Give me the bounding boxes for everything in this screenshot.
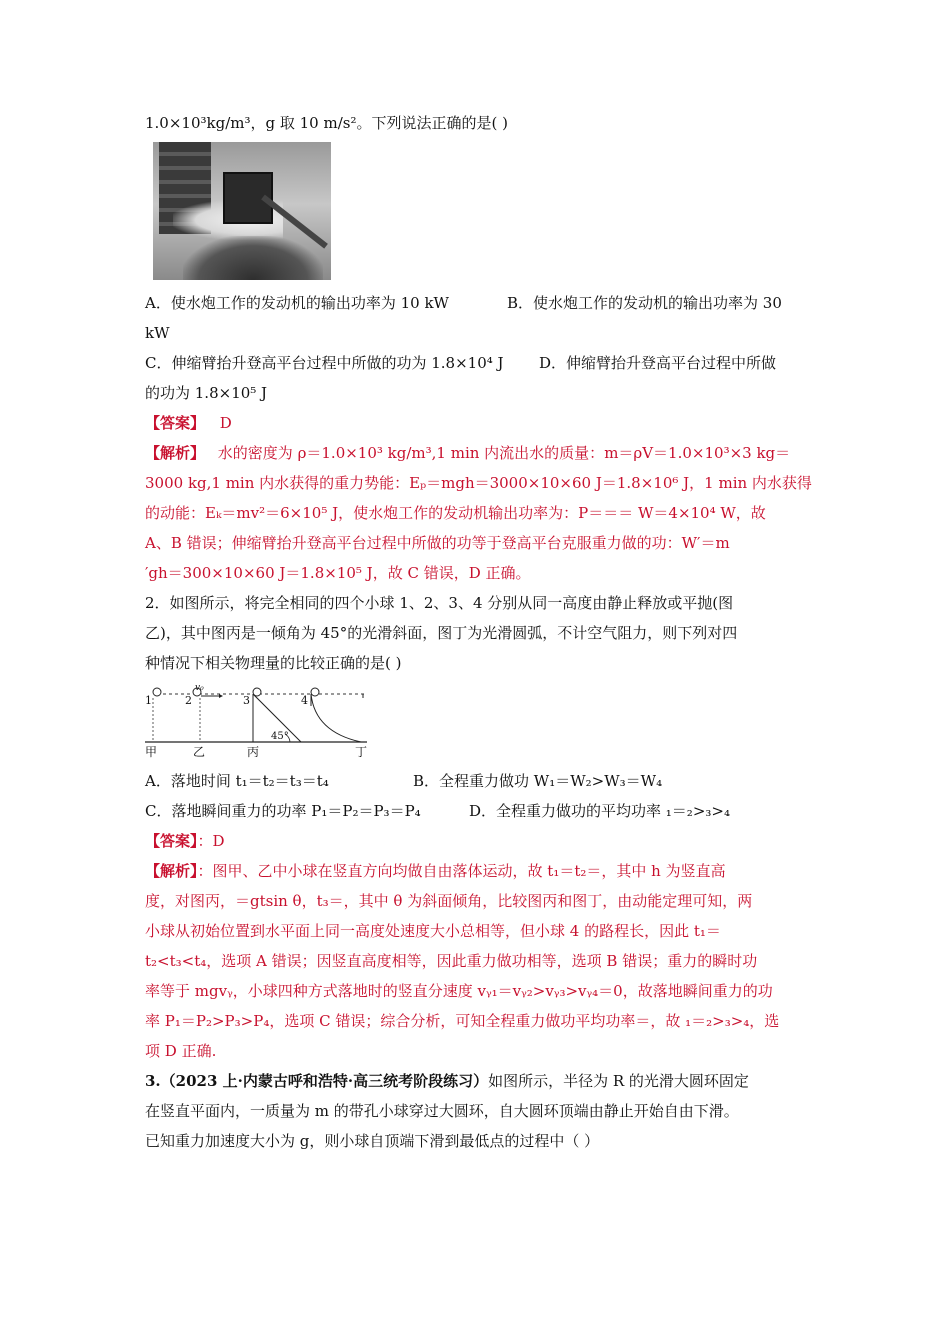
q1-analysis-line-2: 3000 kg,1 min 内水获得的重力势能：Eₚ＝mgh＝3000×10×60 J＝1.8×10⁶ J，1 min 内水获得 [145,474,812,492]
q3-stem-text-1: 如图所示，半径为 R 的光滑大圆环固定 [488,1072,749,1090]
ground-label-yi: 乙 [193,745,206,759]
q1-analysis-label: 【解析】 [145,444,206,462]
q1-answer-label: 【答案】 [145,414,206,432]
ground-label-ding: 丁 [355,745,368,759]
q2-analysis-line-6: 率 P₁＝P₂>P₃>P₄，选项 C 错误；综合分析，可知全程重力做功平均功率＝，故 ₁＝₂>₃>₄，选 [145,1012,780,1030]
q1-option-b-cont: kW [145,324,170,342]
q1-analysis-line-5: ′gh＝300×10×60 J＝1.8×10⁵ J，故 C 错误，D 正确。 [145,564,531,582]
q2-stem-3: 种情况下相关物理量的比较正确的是( ) [145,654,402,672]
q2-analysis-line-4: t₂<t₃<t₄，选项 A 错误；因竖直高度相等，因此重力做功相等，选项 B 错误；重力的瞬时功 [145,952,758,970]
q2-option-d: D．全程重力做功的平均功率 ₁＝₂>₃>₄ [469,802,730,820]
q2-answer: ：D [197,832,225,850]
q1-options-ab [145,288,807,318]
q2-diagram [145,684,375,760]
q2-analysis-line-2: 度，对图丙，＝gtsin θ，t₃＝，其中 θ 为斜面倾角，比较图丙和图丁，由动能定理可知，两 [145,892,753,910]
ball-label-3: 3 [243,694,250,707]
ball-1 [153,688,161,696]
q3-stem-line-1 [145,1066,807,1096]
ball-label-2: 2 [185,694,192,707]
velocity-arrow-head [219,694,223,698]
q1-options-cd [145,348,807,378]
ball-label-4: 4 [301,694,308,707]
q2-answer-line [145,826,807,856]
q2-option-c: C．落地瞬间重力的功率 P₁＝P₂＝P₃＝P₄ [145,802,421,820]
q2-analysis-text-1: ：图甲、乙中小球在竖直方向均做自由落体运动，故 t₁＝t₂＝，其中 h 为竖直高 [197,862,726,880]
q1-option-a: A．使水炮工作的发动机的输出功率为 10 kW [145,294,449,312]
q2-answer-label: 【答案】 [145,832,198,850]
angle-label: 45° [271,731,289,742]
tree-shape [183,236,323,280]
q1-option-d: D．伸缩臂抬升登高平台过程中所做 [539,354,777,372]
ball-3 [253,688,261,696]
q2-analysis-line-1 [145,856,807,886]
q2-options-cd [145,796,807,826]
q1-intro: 1.0×10³kg/m³，g 取 10 m/s²。下列说法正确的是( ) [145,114,508,132]
q1-option-d-cont: 的功为 1.8×10⁵ J [145,384,268,402]
q3-stem-line-3: 已知重力加速度大小为 g，则小球自顶端下滑到最低点的过程中（ ） [145,1132,600,1150]
document-page [145,108,812,1156]
q1-option-c: C．伸缩臂抬升登高平台过程中所做的功为 1.8×10⁴ J [145,354,504,372]
q1-analysis-line-4: A、B 错误；伸缩臂抬升登高平台过程中所做的功等于登高平台克服重力做的功：W′＝m [145,534,730,552]
q2-stem-2: 乙)，其中图丙是一倾角为 45°的光滑斜面，图丁为光滑圆弧，不计空气阻力，则下列对四 [145,624,738,642]
q2-option-a: A．落地时间 t₁＝t₂＝t₃＝t₄ [145,772,329,790]
q2-analysis-line-5: 率等于 mgvᵧ，小球四种方式落地时的竖直分速度 vᵧ₁＝vᵧ₂>vᵧ₃>vᵧ₄＝0，故落地瞬间重力的功 [145,982,773,1000]
ground-label-jia: 甲 [145,745,158,759]
q2-analysis-line-7: 项 D 正确. [145,1042,217,1060]
q2-stem-1: 2．如图所示，将完全相同的四个小球 1、2、3、4 分别从同一高度由静止释放或平抛(图 [145,594,734,612]
q2-option-b: B．全程重力做功 W₁＝W₂>W₃＝W₄ [413,772,663,790]
arc-track [311,694,361,742]
q2-analysis-line-3: 小球从初始位置到水平面上同一高度处速度大小总相等，但小球 4 的路程长，因此 t₁＝ [145,922,721,940]
velocity-label: v₀ [195,684,204,693]
q1-analysis-line-1 [145,438,807,468]
q3-stem-line-2: 在竖直平面内，一质量为 m 的带孔小球穿过大圆环，自大圆环顶端由静止开始自由下滑。 [145,1102,739,1120]
q2-options-ab [145,766,807,796]
fire-truck-photo [153,142,331,280]
q1-option-b: B．使水炮工作的发动机的输出功率为 30 [507,294,782,312]
ball-4 [311,688,319,696]
q3-source: 3.（2023 上·内蒙古呼和浩特·高三统考阶段练习） [145,1072,489,1090]
q1-answer-line [145,408,807,438]
q1-analysis-text-1: 水的密度为 ρ＝1.0×10³ kg/m³,1 min 内流出水的质量：m＝ρV＝1.0×10³×3 kg＝ [217,444,791,462]
q1-analysis-line-3: 的动能：Eₖ＝mv²＝6×10⁵ J，使水炮工作的发动机输出功率为：P＝＝＝ W＝4×10⁴ W，故 [145,504,766,522]
q1-answer: D [219,414,232,432]
ground-label-bing: 丙 [247,745,260,759]
ball-label-1: 1 [145,694,152,707]
q2-analysis-label: 【解析】 [145,862,198,880]
